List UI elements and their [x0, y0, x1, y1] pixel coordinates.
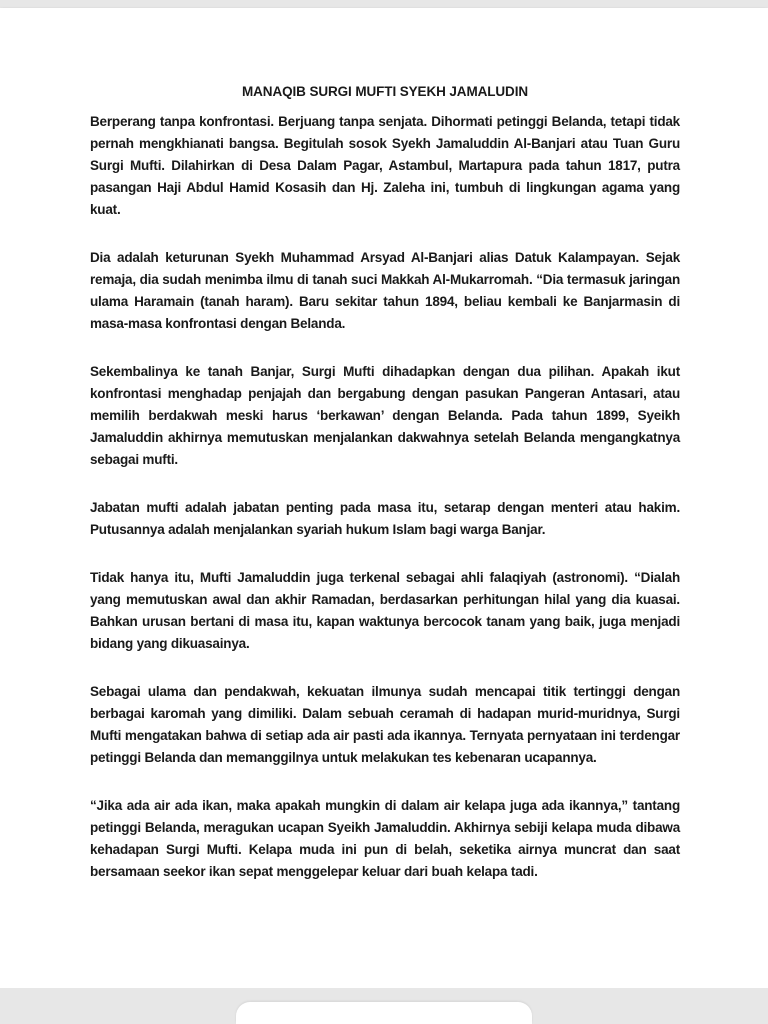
paragraph-3: Sekembalinya ke tanah Banjar, Surgi Mufti dihadapkan dengan dua pilihan. Apakah ikut konfrontasi menghadap penjajah dan bergabung dengan pasukan Pangeran Antasari, atau memilih berdakwah meski harus ‘berkawan’ dengan Belanda. Pada tahun 1899, Syeikh Jamaluddin akhirnya memutuskan menjalankan dakwahnya setelah Belanda mengangkatnya sebagai mufti. — [90, 364, 680, 467]
paragraph-1: Berperang tanpa konfrontasi. Berjuang tanpa senjata. Dihormati petinggi Belanda, tetapi tidak pernah mengkhianati bangsa. Begitulah sosok Syekh Jamaluddin Al-Banjari atau Tuan Guru Surgi Mufti. Dilahirkan di Desa Dalam Pagar, Astambul, Martapura pada tahun 1817, putra pasangan Haji Abdul Hamid Kosasih dan Hj. Zaleha ini, tumbuh di lingkungan agama yang kuat. — [90, 114, 680, 217]
paragraph-5: Tidak hanya itu, Mufti Jamaluddin juga terkenal sebagai ahli falaqiyah (astronomi). “Dialah yang memutuskan awal dan akhir Ramadan, berdasarkan perhitungan hilal yang dia kuasai. Bahkan urusan bertani di masa itu, kapan waktunya bercocok tanam yang baik, juga menjadi bidang yang dikuasainya. — [90, 570, 680, 651]
paragraph-4: Jabatan mufti adalah jabatan penting pada masa itu, setarap dengan menteri atau hakim. Putusannya adalah menjalankan syariah hukum Islam bagi warga Banjar. — [90, 500, 680, 537]
document-page — [0, 8, 768, 988]
paragraph-2: Dia adalah keturunan Syekh Muhammad Arsyad Al-Banjari alias Datuk Kalampayan. Sejak remaja, dia sudah menimba ilmu di tanah suci Makkah Al-Mukarromah. “Dia termasuk jaringan ulama Haramain (tanah haram). Baru sekitar tahun 1894, beliau kembali ke Banjarmasin di masa-masa konfrontasi dengan Belanda. — [90, 250, 680, 331]
next-page-preview — [236, 1002, 532, 1024]
paragraph-7: “Jika ada air ada ikan, maka apakah mungkin di dalam air kelapa juga ada ikannya,” tantang petinggi Belanda, meragukan ucapan Syeikh Jamaluddin. Akhirnya sebiji kelapa muda dibawa kehadapan Surgi Mufti. Kelapa muda ini pun di belah, seketika airnya muncrat dan saat bersamaan seekor ikan sepat menggelepar keluar dari buah kelapa tadi. — [90, 798, 680, 879]
page-title: MANAQIB SURGI MUFTI SYEKH JAMALUDIN — [242, 84, 528, 99]
document-content — [0, 8, 768, 883]
paragraph-6: Sebagai ulama dan pendakwah, kekuatan ilmunya sudah mencapai titik tertinggi dengan berbagai karomah yang dimiliki. Dalam sebuah ceramah di hadapan murid-muridnya, Surgi Mufti mengatakan bahwa di setiap ada air pasti ada ikannya. Ternyata pernyataan ini terdengar petinggi Belanda dan memanggilnya untuk melakukan tes kebenaran ucapannya. — [90, 684, 680, 765]
